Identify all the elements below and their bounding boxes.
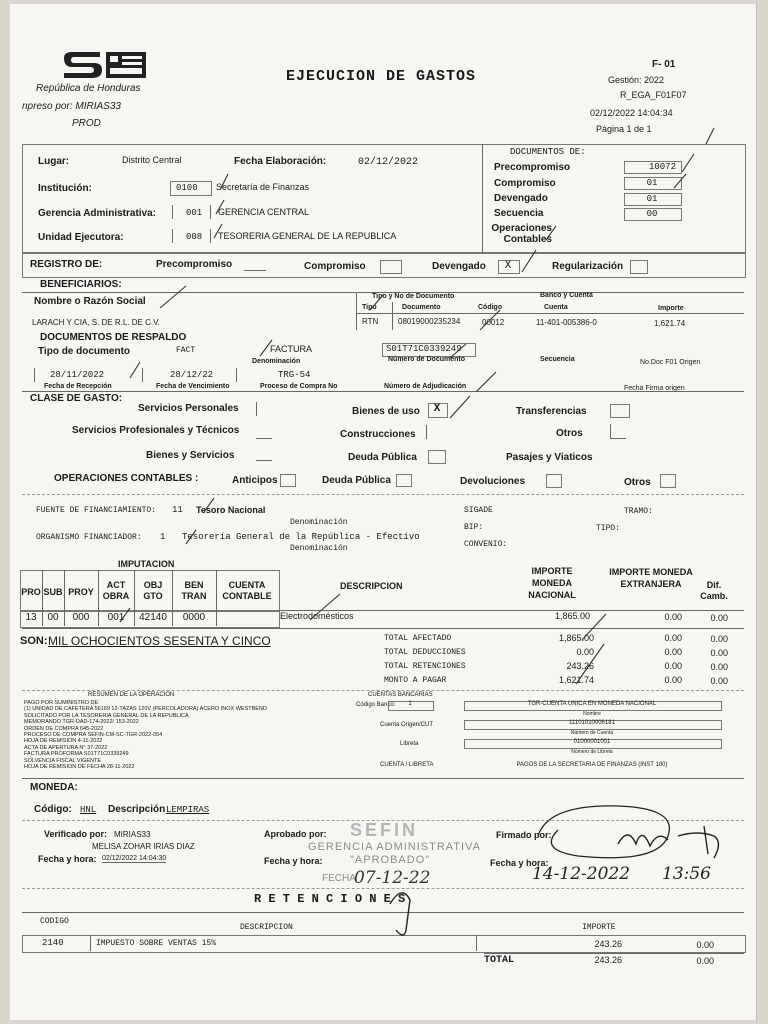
col-tipo: Tipo: [362, 304, 377, 311]
proceso-compra-label: Proceso de Compra No: [260, 383, 338, 390]
nombre-label: Nombre: [583, 711, 601, 717]
cell-importe-extranjera: 0.00: [664, 612, 682, 622]
son-value: MIL OCHOCIENTOS SESENTA Y CINCO: [48, 634, 271, 648]
fecha-recepcion-label: Fecha de Recepción: [44, 383, 112, 390]
organismo-name: Tesorería General de la República - Efectivo: [182, 532, 420, 542]
cuenta-libreta-value: PAGOS DE LA SECRETARIA DE FINANZAS (INST 100): [516, 762, 668, 768]
total-afectado-extranjera: 0.00: [664, 633, 682, 643]
tipo-doc-header: Tipo y No de Documento: [372, 293, 455, 300]
adjudicacion-label: Número de Adjudicación: [384, 383, 467, 390]
moneda-codigo-value: HNL: [80, 805, 97, 815]
document-sheet: [10, 4, 757, 1020]
gestion: Gestión: 2022: [608, 75, 665, 85]
registro-devengado: Devengado: [432, 261, 486, 272]
clase-gasto-title: CLASE DE GASTO:: [30, 393, 123, 404]
resumen-line: (1) UNIDAD DE CAFETERA 56169 12-TAZAS 120V (PERCOLADORA) ACERO INOX WESTBEND: [24, 706, 267, 713]
sigade-label: SIGADE: [464, 506, 493, 515]
respaldo-title: DOCUMENTOS DE RESPALDO: [40, 332, 187, 343]
operaciones-contables-label: Operaciones Contables: [491, 223, 552, 245]
header-importe-nacional: IMPORTE MONEDA NACIONAL: [528, 566, 576, 600]
beneficiario-importe: 1,621.74: [654, 319, 686, 328]
unidad-ejecutora-label: Unidad Ejecutora:: [38, 232, 124, 243]
resumen-line: ORDEN DE COMPRA 645-2022: [24, 725, 104, 732]
fuente-denominacion: Denominación: [290, 518, 348, 527]
codigo-banco-value: 1: [408, 701, 412, 707]
secuencia-doc-label: Secuencia: [540, 356, 575, 363]
resumen-line: SOLICITADO POR LA TESORERIA GENERAL DE LA REPUBLICA: [24, 712, 189, 719]
moneda-descripcion-label: Descripción: [108, 804, 166, 815]
numero-cuenta-label: Número de Cuenta: [570, 730, 614, 736]
fecha-vencimiento-label: Fecha de Vencimiento: [156, 383, 230, 390]
stamp-sefin: SEFIN: [350, 820, 419, 840]
unidad-ejecutora-code: 008: [186, 232, 203, 242]
organismo-code: 1: [160, 532, 166, 542]
total-afectado-dif: 0.00: [710, 634, 728, 644]
retenciones-total-extra: 0.00: [696, 956, 714, 966]
form-code: F- 01: [652, 59, 676, 70]
tipo-documento-value: FACT: [176, 346, 196, 355]
retencion-descripcion: IMPUESTO SOBRE VENTAS 15%: [96, 939, 217, 948]
son-label: SON:: [20, 635, 48, 647]
documentos-title: DOCUMENTOS DE:: [510, 147, 586, 157]
denominacion-label: Denominación: [252, 358, 301, 365]
construcciones: Construcciones: [340, 429, 416, 440]
cuenta-libreta-label: CUENTA / LIBRETA: [380, 762, 434, 768]
tipo-documento-label: Tipo de documento: [38, 346, 131, 357]
bip-label: BIP:: [464, 523, 484, 532]
cell-act-obra: 001: [107, 612, 125, 623]
environment: PROD: [72, 118, 101, 129]
verificado-user: MIRIAS33: [114, 830, 151, 839]
bienes-y-servicios: Bienes y Servicios: [146, 450, 235, 461]
tipo-label: TIPO:: [596, 524, 621, 533]
libreta-label: Libreta: [400, 741, 419, 747]
unidad-ejecutora-name: TESORERIA GENERAL DE LA REPUBLICA: [218, 231, 397, 241]
nombre-value: LARACH Y CIA, S. DE R.L. DE C.V.: [32, 318, 160, 327]
otros-clase: Otros: [556, 428, 583, 439]
retencion-extra: 0.00: [696, 940, 714, 950]
bienes-de-uso: Bienes de uso: [352, 406, 420, 417]
imputacion-title: IMPUTACION: [118, 559, 175, 569]
registro-label: REGISTRO DE:: [30, 259, 103, 270]
institucion-code: 0100: [176, 183, 198, 193]
total-deducciones-nacional: 0.00: [576, 647, 594, 657]
monto-pagar-label: MONTO A PAGAR: [384, 676, 447, 685]
no-doc-origen-label: No.Doc F01 Origen: [640, 359, 701, 366]
retenciones-title: R E T E N C I O N E S: [254, 892, 406, 906]
header-cuenta-contable: CUENTA CONTABLE: [222, 580, 272, 601]
page-number: Página 1 de 1: [596, 124, 652, 134]
compromiso-value: 01: [646, 178, 658, 188]
lugar-label: Lugar:: [38, 156, 70, 167]
servicios-personales: Servicios Personales: [138, 403, 239, 414]
page-title: EJECUCION DE GASTOS: [286, 68, 477, 85]
numero-libreta-label: Número de Libreta: [571, 749, 613, 755]
verificado-name: MELISA ZOHAR IRIAS DIAZ: [92, 842, 195, 851]
header-obj-gto: OBJ GTO: [143, 580, 163, 601]
institucion-label: Institución:: [38, 183, 92, 194]
resumen-line: PROCESO DE COMPRA SEFIN-CM-SC-TGR-2022-054: [24, 732, 163, 739]
resumen-line: PAGO POR SUMINISTRO DE:: [24, 700, 100, 706]
total-afectado-label: TOTAL AFECTADO: [384, 634, 452, 643]
handwritten-date-approval: 07-12-22: [354, 868, 431, 888]
col-cuenta: Cuenta: [544, 304, 568, 311]
resumen-line: ACTA DE APERTURA N° 37-2022: [24, 744, 108, 751]
total-deducciones-dif: 0.00: [710, 648, 728, 658]
codigo-banco-label: Código Banco:: [356, 702, 396, 708]
retencion-importe: 243.26: [594, 939, 622, 949]
registro-precompromiso: Precompromiso: [156, 259, 233, 270]
gerencia-code: 001: [186, 208, 203, 218]
devengado-value: 01: [646, 194, 658, 204]
deuda-publica: Deuda Pública: [348, 452, 417, 463]
verificado-label: Verificado por:: [44, 829, 108, 839]
libreta-value: 01000001001: [573, 739, 611, 745]
stamp-aprobado: "APROBADO": [350, 854, 431, 866]
col-documento: Documento: [402, 304, 441, 311]
numero-documento-value: S01T71C0339249: [386, 344, 462, 354]
precompromiso-value: 10072: [648, 162, 676, 172]
cell-importe-nacional: 1,865.00: [554, 611, 590, 621]
fecha-elaboracion-value: 02/12/2022: [358, 157, 419, 168]
firmado-label: Firmado por:: [496, 830, 552, 840]
fuente-code: 11: [172, 505, 183, 515]
moneda-codigo-label: Código:: [34, 804, 72, 815]
check-marks-icon: [10, 4, 756, 1020]
retenciones-total-label: TOTAL: [484, 955, 515, 966]
gerencia-label: Gerencia Administrativa:: [38, 208, 157, 219]
anticipos: Anticipos: [232, 475, 278, 486]
gerencia-name: GERENCIA CENTRAL: [218, 207, 310, 217]
cuenta-numero: 11101010006181: [569, 720, 615, 726]
beneficiario-documento: 08019000235234: [398, 317, 461, 326]
resumen-title: RESUMEN DE LA OPERACION: [88, 692, 175, 698]
print-datetime: 02/12/2022 14:04:34: [590, 108, 673, 118]
numero-documento-label: Número de Documento: [388, 356, 466, 363]
firmado-fecha-label: Fecha y hora:: [490, 858, 549, 868]
total-retenciones-extranjera: 0.00: [664, 661, 682, 671]
retenciones-col-importe: IMPORTE: [582, 923, 616, 932]
retenciones-total-importe: 243.26: [594, 955, 622, 965]
secuencia-value: 00: [646, 209, 658, 219]
organismo-financiador-label: ORGANISMO FINANCIADOR:: [36, 533, 142, 542]
fecha-elaboracion-label: Fecha Elaboración:: [234, 156, 327, 167]
tramo-label: TRAMO:: [624, 507, 653, 516]
deuda-publica-operaciones: Deuda Pública: [322, 475, 391, 486]
stamp-gerencia: GERENCIA ADMINISTRATIVA: [308, 841, 481, 853]
compromiso-label: Compromiso: [494, 178, 556, 189]
resumen-line: HOJA DE REMISION 4-11-2022: [24, 738, 103, 745]
cuentas-title: CUENTAS BANCARIAS: [368, 692, 433, 698]
cell-dif-camb: 0.00: [710, 613, 728, 623]
total-deducciones-extranjera: 0.00: [664, 647, 682, 657]
header-proy: PROY: [68, 587, 94, 597]
col-importe: Importe: [658, 305, 684, 312]
aprobado-fecha-label: Fecha y hora:: [264, 856, 323, 866]
col-codigo: Código: [478, 304, 503, 311]
transferencias: Transferencias: [516, 406, 587, 417]
monto-pagar-extranjera: 0.00: [664, 675, 682, 685]
fuente-name: Tesoro Nacional: [196, 505, 266, 515]
registro-regularizacion: Regularización: [552, 261, 624, 272]
retenciones-col-descripcion: DESCRIPCION: [240, 923, 293, 932]
convenio-label: CONVENIO:: [464, 540, 508, 549]
registro-devengado-mark: X: [504, 260, 512, 272]
fecha-vencimiento-value: 28/12/22: [170, 370, 214, 380]
cell-pro: 13: [25, 612, 37, 623]
verificado-fecha-value: 02/12/2022 14:04:30: [102, 855, 167, 862]
pasajes-viaticos: Pasajes y Viaticos: [506, 452, 593, 463]
devengado-label: Devengado: [494, 193, 548, 204]
total-retenciones-dif: 0.00: [710, 662, 728, 672]
devoluciones: Devoluciones: [460, 476, 526, 487]
header-descripcion: DESCRIPCION: [340, 581, 403, 591]
cell-ben-tran: 0000: [182, 612, 206, 623]
report-code: R_EGA_F01F07: [620, 90, 687, 100]
organismo-denominacion: Denominación: [290, 544, 348, 553]
cell-sub: 00: [47, 612, 59, 623]
operaciones-contables: OPERACIONES CONTABLES :: [54, 473, 199, 484]
factura-text: FACTURA: [270, 344, 313, 354]
cuenta-nombre: TGR-CUENTA UNICA EN MONEDA NACIONAL: [527, 701, 657, 707]
handwritten-date-firma: 14-12-2022: [532, 864, 631, 884]
banco-cuenta-header: Banco y Cuenta: [540, 292, 593, 299]
fecha-recepcion-value: 28/11/2022: [50, 370, 105, 380]
moneda-title: MONEDA:: [30, 782, 78, 793]
beneficiario-cuenta: 11-401-005386-0: [536, 318, 597, 327]
total-retenciones-label: TOTAL RETENCIONES: [384, 662, 466, 671]
institucion-name: Secretaría de Finanzas: [216, 182, 310, 192]
lugar-value: Distrito Central: [122, 155, 182, 165]
beneficiario-tipo: RTN: [362, 317, 379, 326]
cuenta-origen-label: Cuenta Origen/CUT: [380, 722, 434, 728]
header-ben-tran: BEN TRAN: [181, 580, 207, 601]
country-name: República de Honduras: [36, 83, 141, 94]
proceso-compra-value: TRG-54: [278, 370, 311, 380]
stamp-fecha: FECHA: [322, 873, 356, 884]
printed-by: npreso por: MIRIAS33: [22, 101, 121, 112]
cell-proy: 000: [72, 612, 90, 623]
registro-compromiso: Compromiso: [304, 261, 366, 272]
cell-descripcion: Electrodomésticos: [280, 611, 354, 621]
precompromiso-label: Precompromiso: [494, 162, 571, 173]
header-act-obra: ACT OBRA: [102, 580, 130, 601]
total-deducciones-label: TOTAL DEDUCCIONES: [384, 648, 466, 657]
moneda-descripcion-value: LEMPIRAS: [166, 805, 210, 815]
nombre-label: Nombre o Razón Social: [34, 296, 146, 307]
fuente-financiamiento-label: FUENTE DE FINANCIAMIENTO:: [36, 506, 157, 515]
cell-obj-gto: 42140: [139, 612, 167, 623]
total-afectado-nacional: 1,865.00: [558, 633, 594, 643]
header-pro: PRO: [21, 587, 41, 597]
fecha-firma-origen-label: Fecha Firma origen: [624, 385, 685, 392]
bienes-de-uso-mark: X: [433, 403, 441, 415]
beneficiarios-title: BENEFICIARIOS:: [40, 279, 122, 290]
retenciones-col-codigo: CODIGO: [40, 917, 69, 926]
otros-operaciones: Otros: [624, 477, 651, 488]
total-retenciones-nacional: 243.26: [566, 661, 594, 671]
resumen-line: HOJA DE REMISION DE FECHA 28-11-2022: [24, 764, 135, 771]
beneficiario-codigo: 00012: [482, 318, 505, 327]
aprobado-label: Aprobado por:: [264, 829, 327, 839]
resumen-line: MEMORANDO TGR-DAD-174-2022/ 153-2022: [24, 719, 139, 726]
resumen-line: FACTURA PROFORMA S01T71C0339249: [24, 751, 129, 758]
monto-pagar-dif: 0.00: [710, 676, 728, 686]
servicios-profesionales: Servicios Profesionales y Técnicos: [72, 425, 240, 436]
handwritten-time-firma: 13:56: [662, 864, 711, 884]
retencion-codigo: 2140: [42, 938, 64, 948]
resumen-line: SOLVENCIA FISCAL VIGENTE: [24, 757, 102, 764]
monto-pagar-nacional: 1,621.74: [558, 675, 594, 685]
header-sub: SUB: [43, 587, 63, 597]
header-dif-camb: Dif. Camb.: [700, 580, 728, 601]
secuencia-label: Secuencia: [494, 208, 544, 219]
verificado-fecha-label: Fecha y hora:: [38, 854, 97, 864]
header-importe-extranjera: IMPORTE MONEDA EXTRANJERA: [609, 567, 693, 589]
